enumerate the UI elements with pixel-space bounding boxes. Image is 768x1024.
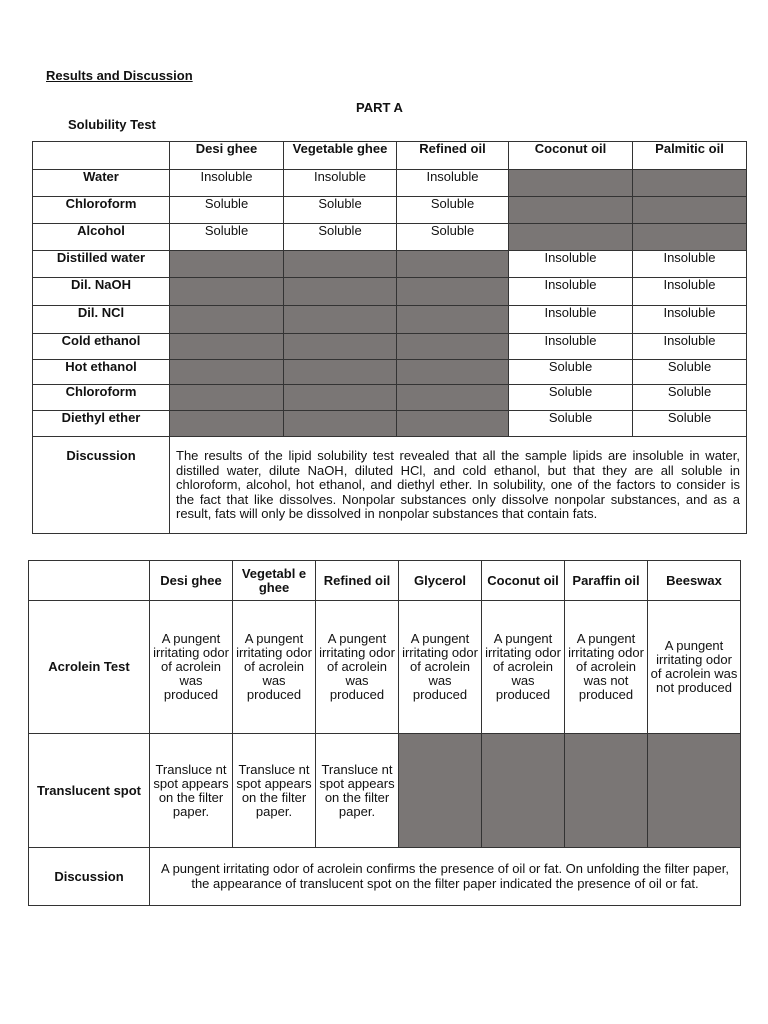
table-row xyxy=(29,734,741,848)
table-row xyxy=(33,197,747,224)
shaded-cell xyxy=(397,334,509,360)
result-cell: A pungent irritating odor of acrolein was produced xyxy=(316,601,399,734)
row-label: Distilled water xyxy=(33,251,170,278)
table-row xyxy=(33,170,747,197)
section-subtitle: Solubility Test xyxy=(68,117,156,132)
row-label: Dil. NaOH xyxy=(33,278,170,306)
result-cell: Transluce nt spot appears on the filter paper. xyxy=(316,734,399,848)
result-cell: Soluble xyxy=(170,224,284,251)
tests-header-cell: Glycerol xyxy=(399,561,482,601)
solubility-header-cell: Vegetable ghee xyxy=(284,142,397,170)
acrolein-translucent-table xyxy=(28,560,741,906)
result-cell: Soluble xyxy=(397,197,509,224)
shaded-cell xyxy=(284,385,397,411)
result-cell: Insoluble xyxy=(284,170,397,197)
table-row xyxy=(33,334,747,360)
table-row xyxy=(33,385,747,411)
shaded-cell xyxy=(284,278,397,306)
result-cell: Insoluble xyxy=(509,306,633,334)
table-row xyxy=(29,601,741,734)
result-cell: A pungent irritating odor of acrolein was produced xyxy=(150,601,233,734)
row-label: Water xyxy=(33,170,170,197)
tests-discussion-row xyxy=(29,848,741,906)
result-cell: Insoluble xyxy=(633,306,747,334)
shaded-cell xyxy=(284,334,397,360)
discussion-text: A pungent irritating odor of acrolein confirms the presence of oil or fat. On unfolding the filter paper, the appearance of translucent spot on the filter paper indicated the presence of oil or fat. xyxy=(150,848,741,906)
shaded-cell xyxy=(397,278,509,306)
shaded-cell xyxy=(509,224,633,251)
shaded-cell xyxy=(565,734,648,848)
result-cell: Soluble xyxy=(509,360,633,385)
solubility-header-cell xyxy=(33,142,170,170)
result-cell: Soluble xyxy=(509,385,633,411)
shaded-cell xyxy=(633,170,747,197)
shaded-cell xyxy=(170,411,284,437)
row-label: Dil. NCl xyxy=(33,306,170,334)
tests-header-cell: Vegetabl e ghee xyxy=(233,561,316,601)
tests-header-row xyxy=(29,561,741,601)
solubility-header-cell: Coconut oil xyxy=(509,142,633,170)
solubility-discussion-row xyxy=(33,437,747,534)
shaded-cell xyxy=(170,334,284,360)
shaded-cell xyxy=(509,197,633,224)
row-label: Alcohol xyxy=(33,224,170,251)
row-label: Chloroform xyxy=(33,197,170,224)
shaded-cell xyxy=(284,411,397,437)
result-cell: Soluble xyxy=(633,360,747,385)
result-cell: Soluble xyxy=(633,385,747,411)
table-row xyxy=(33,360,747,385)
result-cell: Soluble xyxy=(170,197,284,224)
table-row xyxy=(33,251,747,278)
shaded-cell xyxy=(509,170,633,197)
shaded-cell xyxy=(397,306,509,334)
discussion-label: Discussion xyxy=(33,437,170,534)
shaded-cell xyxy=(397,385,509,411)
tests-header-cell: Desi ghee xyxy=(150,561,233,601)
row-label: Hot ethanol xyxy=(33,360,170,385)
result-cell: Insoluble xyxy=(633,278,747,306)
result-cell: Soluble xyxy=(284,224,397,251)
result-cell: Insoluble xyxy=(509,251,633,278)
discussion-text: The results of the lipid solubility test revealed that all the sample lipids are insoluble in water, distilled water, dilute NaOH, diluted HCl, and cold ethanol, but that they are all soluble in chloroform, alcohol, hot ethanol, and diethyl ether. In solubility, one of the factors to consider is the fact that like dissolves. Nonpolar substances only dissolve nonpolar substances, and as a result, fats will only be dissolved in nonpolar substances that contain fats. xyxy=(170,437,747,534)
result-cell: A pungent irritating odor of acrolein was produced xyxy=(233,601,316,734)
shaded-cell xyxy=(482,734,565,848)
part-title: PART A xyxy=(356,100,403,115)
result-cell: Insoluble xyxy=(509,278,633,306)
result-cell: Soluble xyxy=(633,411,747,437)
tests-header-cell: Coconut oil xyxy=(482,561,565,601)
page-heading: Results and Discussion xyxy=(46,68,193,83)
result-cell: Soluble xyxy=(509,411,633,437)
shaded-cell xyxy=(397,251,509,278)
shaded-cell xyxy=(170,360,284,385)
solubility-header-cell: Refined oil xyxy=(397,142,509,170)
result-cell: Transluce nt spot appears on the filter paper. xyxy=(233,734,316,848)
shaded-cell xyxy=(633,197,747,224)
shaded-cell xyxy=(648,734,741,848)
table-row xyxy=(33,306,747,334)
shaded-cell xyxy=(284,306,397,334)
row-label: Diethyl ether xyxy=(33,411,170,437)
row-label: Acrolein Test xyxy=(29,601,150,734)
result-cell: Insoluble xyxy=(509,334,633,360)
shaded-cell xyxy=(170,306,284,334)
result-cell: A pungent irritating odor of acrolein was produced xyxy=(399,601,482,734)
row-label: Chloroform xyxy=(33,385,170,411)
table-row xyxy=(33,224,747,251)
result-cell: Soluble xyxy=(284,197,397,224)
table-row xyxy=(33,278,747,306)
tests-header-cell xyxy=(29,561,150,601)
shaded-cell xyxy=(284,360,397,385)
row-label: Translucent spot xyxy=(29,734,150,848)
result-cell: Soluble xyxy=(397,224,509,251)
table-row xyxy=(33,411,747,437)
row-label: Cold ethanol xyxy=(33,334,170,360)
shaded-cell xyxy=(397,360,509,385)
result-cell: A pungent irritating odor of acrolein was produced xyxy=(482,601,565,734)
discussion-label: Discussion xyxy=(29,848,150,906)
shaded-cell xyxy=(397,411,509,437)
result-cell: A pungent irritating odor of acrolein was not produced xyxy=(565,601,648,734)
shaded-cell xyxy=(170,251,284,278)
result-cell: Insoluble xyxy=(633,251,747,278)
tests-header-cell: Paraffin oil xyxy=(565,561,648,601)
solubility-header-row xyxy=(33,142,747,170)
result-cell: Insoluble xyxy=(170,170,284,197)
result-cell: Insoluble xyxy=(633,334,747,360)
solubility-header-cell: Desi ghee xyxy=(170,142,284,170)
shaded-cell xyxy=(284,251,397,278)
shaded-cell xyxy=(633,224,747,251)
result-cell: A pungent irritating odor of acrolein was not produced xyxy=(648,601,741,734)
shaded-cell xyxy=(170,278,284,306)
shaded-cell xyxy=(399,734,482,848)
result-cell: Transluce nt spot appears on the filter paper. xyxy=(150,734,233,848)
tests-header-cell: Refined oil xyxy=(316,561,399,601)
shaded-cell xyxy=(170,385,284,411)
solubility-header-cell: Palmitic oil xyxy=(633,142,747,170)
result-cell: Insoluble xyxy=(397,170,509,197)
tests-header-cell: Beeswax xyxy=(648,561,741,601)
solubility-table xyxy=(32,141,747,534)
